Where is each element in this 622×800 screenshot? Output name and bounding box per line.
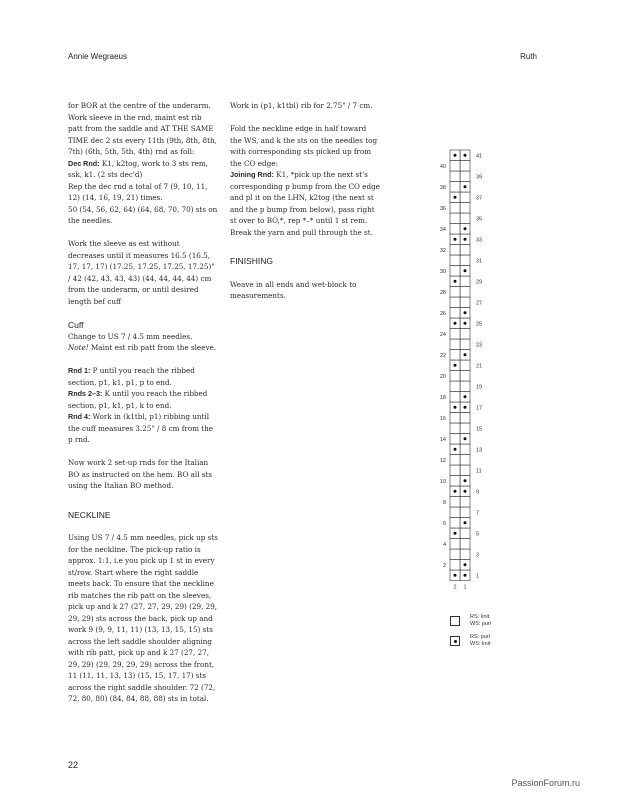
chart-cell	[460, 255, 470, 266]
chart-cell	[450, 560, 460, 571]
purl-dot	[464, 238, 467, 241]
purl-dot	[464, 154, 467, 157]
chart-cell	[460, 329, 470, 340]
legend-knit-ws: WS: purl	[470, 621, 492, 627]
row-label-left: 24	[439, 331, 446, 338]
column-label: 1	[463, 584, 467, 590]
chart-cell	[460, 360, 470, 371]
chart-cell	[460, 444, 470, 455]
joining-round-label: Joining Rnd:	[230, 170, 274, 179]
round-4	[68, 411, 218, 446]
chart-cell	[450, 161, 460, 172]
chart-cell	[450, 213, 460, 224]
joining-round-text: K1, *pick up the next st's corresponding p bump from the CO edge and pl it on the LHN, k2tog (the next st and the p bump from below), pass right st over to BO,*, rep *–* until 1 st rem. Break the yarn and pull through the st.	[230, 170, 380, 237]
sleeve-paragraph: 50 (54, 56, 62, 64) (64, 68, 70, 70) sts on the needles.	[68, 204, 218, 225]
purl-dot	[464, 479, 467, 482]
chart-cell	[450, 497, 460, 508]
round-1	[68, 365, 218, 388]
neckline-heading: NECKLINE	[68, 509, 111, 520]
row-label-right: 23	[476, 342, 483, 349]
purl-dot	[464, 406, 467, 409]
purl-dot	[454, 448, 457, 451]
purl-dot	[464, 227, 467, 230]
round-2-3-label: Rnds 2–3:	[68, 389, 103, 398]
chart-cell	[450, 171, 460, 182]
chart-cell	[450, 392, 460, 403]
sleeve-paragraph: Work sleeve in the rnd, maint est rib patt from the saddle and AT THE SAME TIME dec 2 sts every 11th (9th, 8th, 8th, 7th) (6th, 5th, 5th, 4th) rnd as foll:	[68, 112, 217, 156]
row-label-left: 10	[439, 478, 446, 485]
round-1-label: Rnd 1:	[68, 366, 91, 375]
chart-cell	[450, 465, 460, 476]
row-label-right: 29	[476, 279, 483, 286]
chart-cell	[460, 297, 470, 308]
purl-dot	[464, 269, 467, 272]
row-label-left: 38	[439, 184, 446, 191]
chart-cell	[450, 308, 460, 319]
finishing-paragraph: Weave in all ends and wet-block to measurements.	[230, 279, 357, 300]
legend-purl-ws: WS: knit	[470, 641, 491, 647]
row-label-right: 39	[476, 174, 483, 181]
row-label-right: 7	[476, 510, 480, 517]
page-number: 22	[68, 760, 79, 770]
chart-cell	[460, 245, 470, 256]
row-label-left: 32	[439, 247, 446, 254]
row-label-left: 28	[439, 289, 446, 296]
row-label-left: 34	[439, 226, 446, 233]
sleeve-paragraph: Work the sleeve as est without decreases until it measures 16.5 (16.5, 17, 17, 17) (17.25, 17.25, 17.25, 17.25)" / 42 (42, 43, 43, 43) (44, 44, 44, 44) cm from the underarm, or until desired length bef cuff	[68, 239, 215, 306]
row-label-left: 4	[442, 541, 446, 548]
purl-dot	[454, 364, 457, 367]
row-label-right: 15	[476, 426, 483, 433]
row-label-left: 40	[439, 163, 446, 170]
chart-cell	[460, 287, 470, 298]
legend-knit-symbol	[450, 616, 460, 626]
row-label-left: 22	[439, 352, 446, 359]
chart-cell	[450, 287, 460, 298]
round-1-text: P until you reach the ribbed section, p1, k1, p1, p to end.	[68, 366, 195, 387]
row-label-left: 30	[439, 268, 446, 275]
chart-cell	[460, 507, 470, 518]
column-left	[68, 100, 218, 705]
row-label-right: 35	[476, 216, 483, 223]
chart-cell	[450, 549, 460, 560]
chart-cell	[450, 350, 460, 361]
chart-cell	[460, 539, 470, 550]
purl-dot	[464, 563, 467, 566]
purl-dot	[454, 238, 457, 241]
cuff-note	[68, 342, 218, 354]
pattern-title: Ruth	[520, 52, 537, 61]
fold-paragraph: Fold the neckline edge in half toward the WS, and k the sts on the needles tog with corresponding sts picked up from the CO edge:	[230, 124, 378, 168]
chart-cell	[450, 203, 460, 214]
row-label-left: 16	[439, 415, 446, 422]
chart-cell	[450, 423, 460, 434]
chart-cell	[460, 465, 470, 476]
column-right	[230, 100, 380, 302]
purl-dot	[464, 574, 467, 577]
purl-dot	[464, 437, 467, 440]
chart-cell	[450, 381, 460, 392]
purl-dot	[454, 196, 457, 199]
chart-cell	[460, 371, 470, 382]
row-label-right: 5	[476, 531, 480, 538]
row-label-right: 33	[476, 237, 483, 244]
row-label-right: 21	[476, 363, 483, 370]
chart-cell	[460, 497, 470, 508]
neckline-paragraph: Using US 7 / 4.5 mm needles, pick up sts for the neckline. The pick-up ratio is approx. 1:1, i.e you pick up 1 st in every st/row. Start where the right saddle meets back. To ensure that the neckline rib matches the rib patt on the sleeves, pick up and k 27 (27, 27, 29, 29) (29, 29, 29, 29) sts across the back, pick up and work 9 (9, 9, 11, 11) (13, 13, 15, 15) sts across the left saddle shoulder aligning with rib patt, pick up and k 27 (27, 27, 29, 29) (29, 29, 29, 29) across the front, 11 (11, 11, 13, 13) (15, 15, 17, 17) sts across the right saddle shoulder. 72 (72, 72, 80, 80) (84, 84, 88, 88) sts in total.	[68, 533, 218, 703]
cuff-heading: Cuff	[68, 319, 84, 330]
chart-cell	[460, 423, 470, 434]
purl-dot	[464, 311, 467, 314]
chart-cell	[450, 507, 460, 518]
dec-round-text: K1, k2tog, work to 3 sts rem, ssk, k1. (2 sts dec'd)	[68, 158, 208, 179]
purl-dot	[464, 353, 467, 356]
cuff-paragraph: Change to US 7 / 4.5 mm needles.	[68, 331, 193, 341]
row-label-right: 19	[476, 384, 483, 391]
row-label-right: 17	[476, 405, 483, 412]
chart-cell	[460, 528, 470, 539]
legend-purl-symbol	[450, 636, 460, 646]
row-label-left: 2	[442, 562, 446, 569]
row-label-right: 13	[476, 447, 483, 454]
chart-cell	[460, 276, 470, 287]
row-label-left: 12	[439, 457, 446, 464]
chart-cell	[450, 224, 460, 235]
row-label-right: 41	[476, 153, 483, 160]
chart-cell	[460, 549, 470, 560]
row-label-left: 8	[442, 499, 446, 506]
chart-cell	[450, 329, 460, 340]
neckline-rib-paragraph: Work in (p1, k1tbl) rib for 2.75" / 7 cm.	[230, 101, 373, 110]
chart-cell	[450, 182, 460, 193]
chart-cell	[450, 518, 460, 529]
chart-cell	[460, 381, 470, 392]
chart-cell	[450, 539, 460, 550]
row-label-right: 27	[476, 300, 483, 307]
row-label-right: 11	[476, 468, 482, 475]
purl-dot	[454, 322, 457, 325]
legend-purl-rs: RS: purl	[470, 634, 490, 640]
column-label: 2	[453, 584, 457, 590]
sleeve-paragraph: for BOR at the centre of the underarm.	[68, 101, 211, 110]
chart-cell	[450, 434, 460, 445]
round-2-3	[68, 388, 218, 411]
purl-dot	[464, 185, 467, 188]
chart-cell	[450, 266, 460, 277]
chart-cell	[450, 371, 460, 382]
chart-cell	[450, 339, 460, 350]
purl-dot	[454, 532, 457, 535]
round-2-3-text: K until you reach the ribbed section, p1, k1, p1, k to end.	[68, 389, 208, 410]
purl-dot	[454, 574, 457, 577]
purl-dot	[464, 395, 467, 398]
chart-cell	[450, 297, 460, 308]
author-name: Annie Wegraeus	[68, 52, 127, 61]
row-label-left: 26	[439, 310, 446, 317]
chart-cell	[450, 245, 460, 256]
joining-round	[230, 169, 380, 238]
chart-cell	[450, 255, 460, 266]
row-label-left: 36	[439, 205, 446, 212]
purl-dot	[464, 490, 467, 493]
row-label-left: 18	[439, 394, 446, 401]
cuff-note-label: Note!	[68, 343, 89, 352]
cuff-paragraph: Now work 2 set-up rnds for the Italian BO as instructed on the hem. BO all sts using the Italian BO method.	[68, 458, 213, 490]
chart-cell	[450, 455, 460, 466]
row-label-right: 3	[476, 552, 480, 559]
legend-knit-rs: RS: knit	[470, 614, 490, 620]
row-label-right: 1	[476, 573, 480, 580]
chart-cell	[450, 476, 460, 487]
legend-purl-text	[470, 634, 490, 648]
row-label-right: 9	[476, 489, 480, 496]
cuff-note-text: Maint est rib patt from the sleeve.	[88, 343, 217, 352]
chart-cell	[460, 339, 470, 350]
round-4-text: Work in (k1tbl, p1) ribbing until the cuff measures 3.25" / 8 cm from the p rnd.	[68, 412, 214, 444]
purl-dot	[454, 406, 457, 409]
chart-cell	[460, 203, 470, 214]
row-label-left: 20	[439, 373, 446, 380]
chart-cell	[460, 171, 470, 182]
chart-cell	[460, 161, 470, 172]
sleeve-paragraph: Rep the dec rnd a total of 7 (9, 10, 11, 12) (14, 16, 19, 21) times.	[68, 181, 208, 202]
row-label-right: 25	[476, 321, 483, 328]
purl-dot	[454, 280, 457, 283]
stitch-chart	[420, 140, 500, 590]
row-label-left: 14	[439, 436, 446, 443]
dec-round-label: Dec Rnd:	[68, 158, 100, 168]
watermark: PassionForum.ru	[511, 778, 580, 788]
chart-cell	[460, 192, 470, 203]
row-label-right: 31	[476, 258, 483, 265]
purl-dot	[454, 490, 457, 493]
chart-cell	[460, 413, 470, 424]
chart-cell	[450, 413, 460, 424]
purl-dot	[464, 322, 467, 325]
dec-round	[68, 158, 218, 181]
chart-cell	[460, 455, 470, 466]
chart-cell	[460, 213, 470, 224]
finishing-heading: FINISHING	[230, 256, 273, 266]
round-4-label: Rnd 4:	[68, 412, 91, 421]
legend-knit-text	[470, 614, 491, 628]
row-label-right: 37	[476, 195, 483, 202]
purl-dot	[464, 521, 467, 524]
purl-dot	[454, 154, 457, 157]
row-label-left: 6	[442, 520, 446, 527]
